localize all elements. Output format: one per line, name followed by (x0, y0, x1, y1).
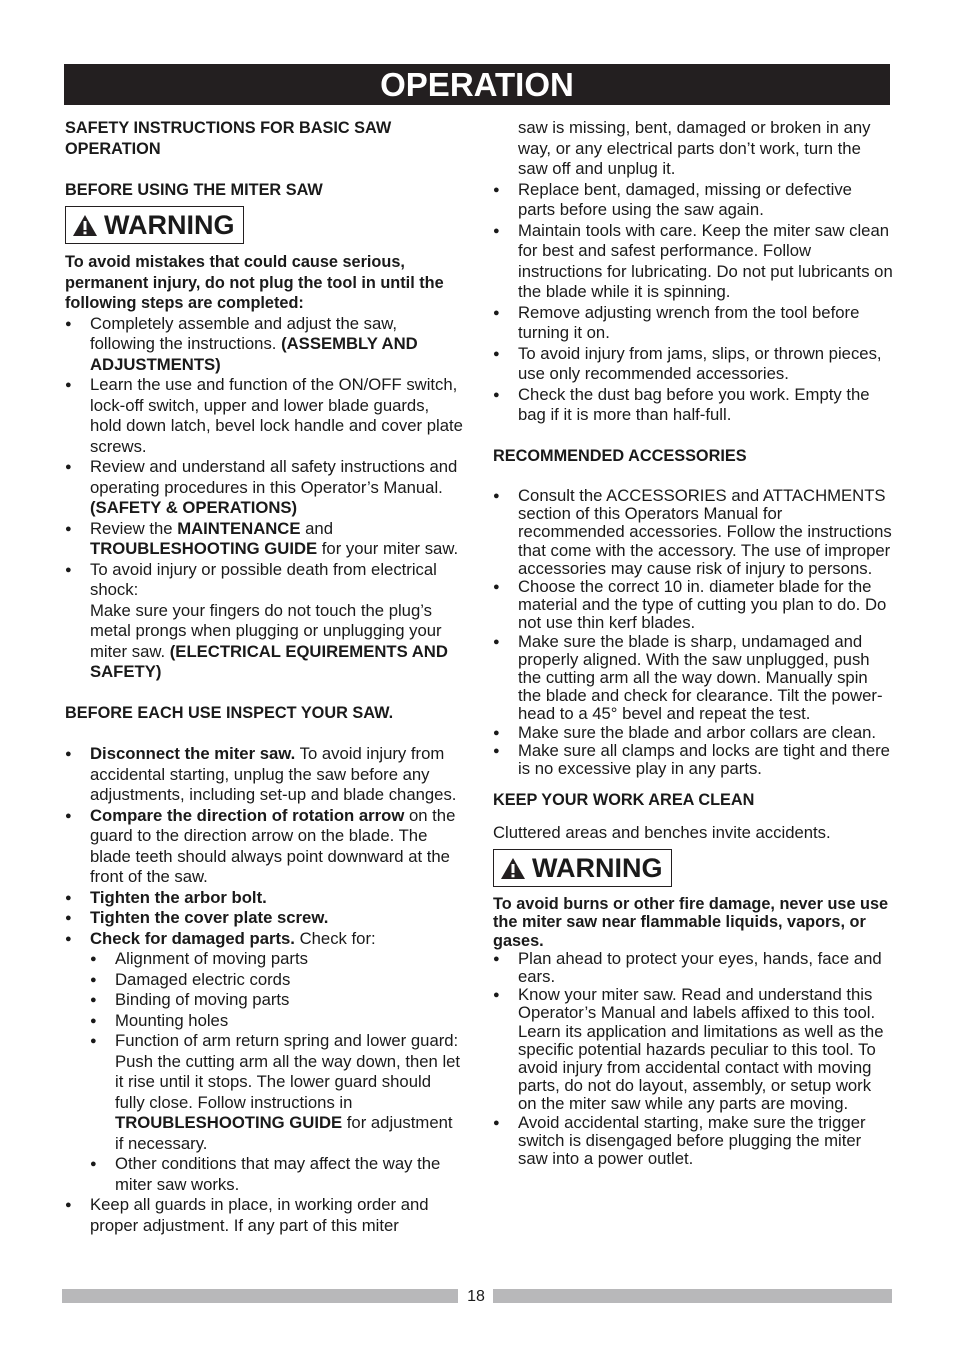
warning-text: To avoid burns or other fire damage, never use use the miter saw near flammable liquids, vapors, or gases. (493, 895, 889, 950)
list-item: ● Disconnect the miter saw. To avoid injury from accidental starting, unplug the saw before any adjustments, including set-up and blade changes. (65, 744, 463, 806)
warning-icon (500, 857, 526, 880)
page-number: 18 (467, 1288, 485, 1305)
list-item: ● Tighten the cover plate screw. (65, 908, 463, 929)
list-item: ● Completely assemble and adjust the saw, following the instructions. (ASSEMBLY AND ADJUSTMENTS) (65, 314, 463, 376)
list-item: ● Plan ahead to protect your eyes, hands, face and ears. (493, 950, 893, 986)
list-item: ● Review the MAINTENANCE and TROUBLESHOOTING GUIDE for your miter saw. (65, 519, 463, 560)
section-heading-accessories: RECOMMENDED ACCESSORIES (493, 447, 747, 465)
list-item: ● To avoid injury or possible death from electrical shock: (65, 560, 463, 601)
warning-label (493, 849, 672, 887)
guards-list (65, 1195, 463, 1236)
list-item: ● Check the dust bag before you work. Empty the bag if it is more than half-full. (493, 385, 893, 426)
list-item: ● Review and understand all safety instructions and operating procedures in this Operator’s Manual. (SAFETY & OPERATIONS) (65, 457, 463, 519)
continued-paragraph: saw is missing, bent, damaged or broken in any way, or any electrical parts don’t work, turn the saw off and unplug it. (518, 118, 871, 178)
list-item: ● Function of arm return spring and lower guard: Push the cutting arm all the way down, then let it rise until it stops. The lower guard should fully close. Follow instructions in TROUBLESHOOTING GUIDE for adjustment if necessary. (90, 1031, 463, 1154)
warning-label-text: WARNING (532, 853, 663, 883)
list-item: ● Choose the correct 10 in. diameter blade for the material and the type of cutting you plan to do. Do not use thin kerf blades. (493, 578, 893, 633)
before-use-list (65, 314, 463, 601)
warning-icon (72, 214, 98, 237)
list-item: ● Other conditions that may affect the way the miter saw works. (90, 1154, 463, 1195)
list-item: ● Maintain tools with care. Keep the miter saw clean for best and safest performance. Follow instructions for lubricating. Do not put lubricants on the blade while it is spinning. (493, 221, 893, 303)
left-column (65, 118, 463, 1236)
list-item: ● Make sure the blade and arbor collars are clean. (493, 724, 893, 742)
list-item: ● Mounting holes (90, 1011, 463, 1032)
right-column (493, 118, 893, 1168)
list-item: ● Damaged electric cords (90, 970, 463, 991)
warning-label (65, 206, 244, 244)
list-item: ● Learn the use and function of the ON/OFF switch, lock-off switch, upper and lower blade guards, hold down latch, bevel lock handle and cover plate screws. (65, 375, 463, 457)
section-heading-inspect: BEFORE EACH USE INSPECT YOUR SAW. (65, 704, 394, 722)
fire-safety-list (493, 950, 893, 1168)
damaged-parts-sublist (65, 949, 463, 1195)
list-item: ● Compare the direction of rotation arrow on the guard to the direction arrow on the blade. The blade teeth should always point downward at the front of the saw. (65, 806, 463, 888)
list-item: ● Replace bent, damaged, missing or defective parts before using the saw again. (493, 180, 893, 221)
section-heading-work-area: KEEP YOUR WORK AREA CLEAN (493, 791, 755, 810)
list-item: ● Remove adjusting wrench from the tool before turning it on. (493, 303, 893, 344)
maintenance-list (493, 180, 893, 426)
list-item: ● Alignment of moving parts (90, 949, 463, 970)
inspect-list (65, 744, 463, 949)
list-item: ● Make sure the blade is sharp, undamaged and properly aligned. With the saw unplugged, push the cutting arm all the way down. Manually spin the blade and check for clearance. Tilt the power-head to a 45° bevel and repeat the test. (493, 633, 893, 724)
electrical-paragraph: Make sure your fingers do not touch the plug’s metal prongs when plugging or unplugging your miter saw. (ELECTRICAL EQUIREMENTS AND SAFETY) (90, 600, 448, 681)
page-title: OPERATION (64, 64, 890, 105)
footer-bar-left (62, 1289, 458, 1303)
section-heading-before-using: BEFORE USING THE MITER SAW (65, 180, 323, 199)
footer-bar-right (493, 1289, 892, 1303)
list-item: ● Check for damaged parts. Check for: (65, 929, 463, 950)
warning-text: To avoid mistakes that could cause serious, permanent injury, do not plug the tool in until the following steps are completed: (65, 253, 444, 312)
list-item: ● Tighten the arbor bolt. (65, 888, 463, 909)
list-item: ● Keep all guards in place, in working order and proper adjustment. If any part of this miter (65, 1195, 463, 1236)
list-item: ● Make sure all clamps and locks are tight and there is no excessive play in any parts. (493, 742, 893, 778)
list-item: ● Consult the ACCESSORIES and ATTACHMENTS section of this Operators Manual for recommended accessories. Follow the instructions that come with the accessory. The use of improper accessories may cause risk of injury to persons. (493, 487, 893, 578)
section-heading-safety: SAFETY INSTRUCTIONS FOR BASIC SAW OPERATION (65, 119, 392, 158)
list-item: ● Know your miter saw. Read and understand this Operator’s Manual and labels affixed to this tool. Learn its application and limitations as well as the specific potential hazards peculiar to this tool. To avoid injury from accidental contact with moving parts, do not do layout, assembly, or setup work on the miter saw while any parts are moving. (493, 986, 893, 1113)
list-item: ● Avoid accidental starting, make sure the trigger switch is disengaged before plugging the miter saw into a power outlet. (493, 1114, 893, 1169)
list-item: ● Binding of moving parts (90, 990, 463, 1011)
accessories-list (493, 487, 893, 778)
list-item: ● To avoid injury from jams, slips, or thrown pieces, use only recommended accessories. (493, 344, 893, 385)
work-area-text: Cluttered areas and benches invite accidents. (493, 822, 831, 842)
warning-label-text: WARNING (104, 209, 235, 240)
